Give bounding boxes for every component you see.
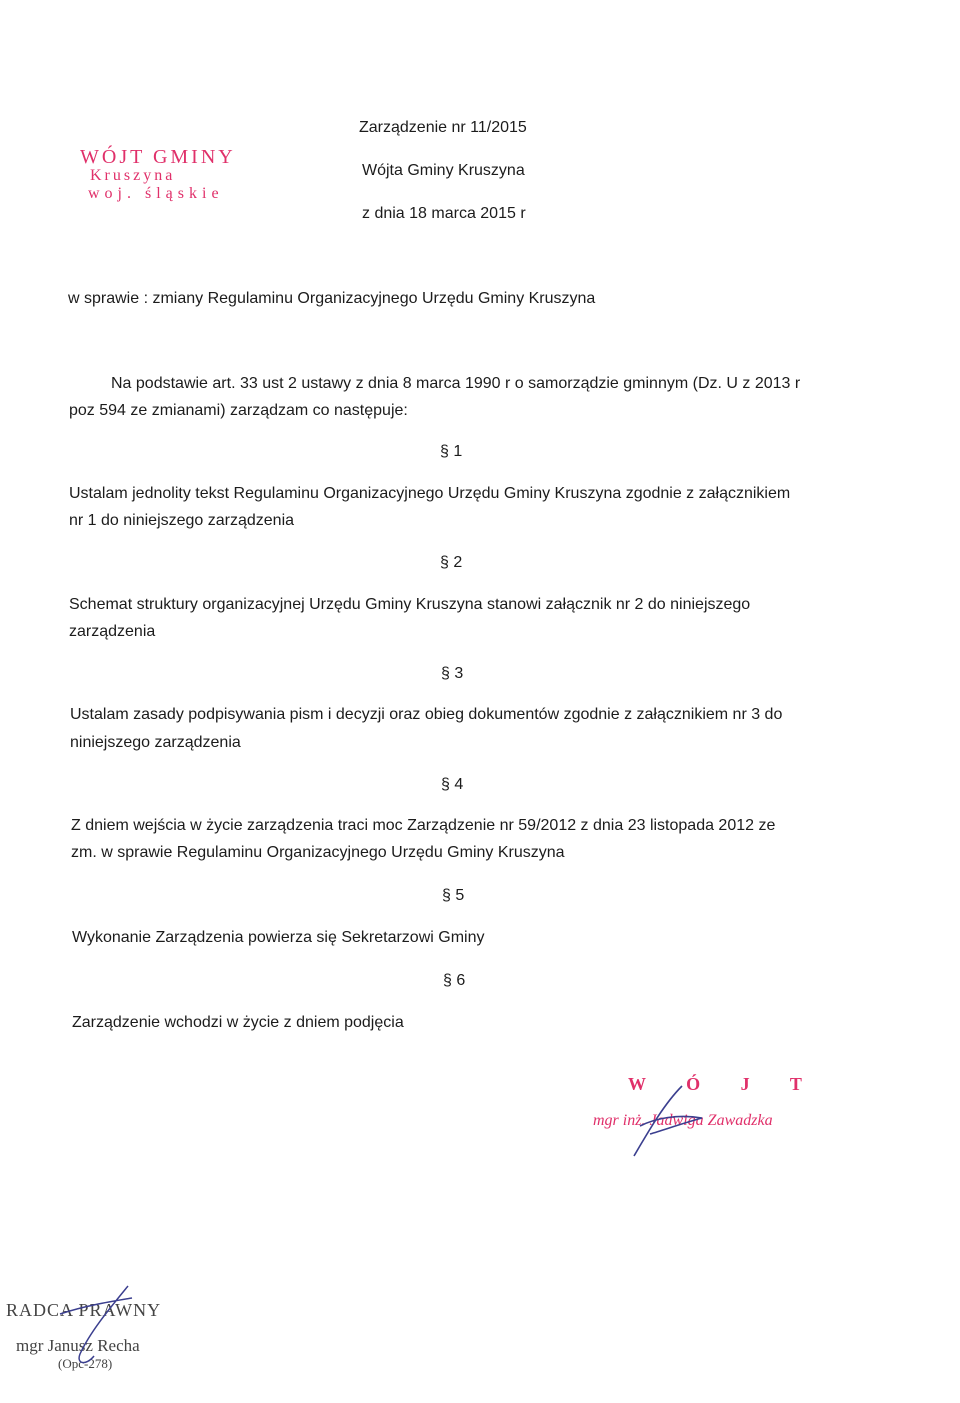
section-mark-5: § 5: [442, 887, 465, 904]
document-issuer: Wójta Gminy Kruszyna: [362, 162, 525, 179]
section-4-line-1: Z dniem wejścia w życie zarządzenia traci moc Zarządzenie nr 59/2012 z dnia 23 listopada 2012 ze: [71, 817, 776, 834]
radca-stamp-line-3: (Opc-278): [58, 1356, 113, 1371]
stamp-line-1: WÓJT GMINY: [80, 146, 236, 168]
radca-stamp-line-1: RADCA PRAWNY: [6, 1300, 162, 1320]
document-date: z dnia 18 marca 2015 r: [362, 205, 526, 222]
section-mark-1: § 1: [440, 443, 463, 460]
section-6-line-1: Zarządzenie wchodzi w życie z dniem podjęcia: [72, 1014, 404, 1031]
section-mark-6: § 6: [443, 972, 466, 989]
section-mark-2: § 2: [440, 554, 463, 571]
section-4-line-2: zm. w sprawie Regulaminu Organizacyjnego Urzędu Gminy Kruszyna: [71, 844, 565, 861]
section-3-line-2: niniejszego zarządzenia: [70, 734, 241, 751]
document-title: Zarządzenie nr 11/2015: [359, 119, 527, 136]
radca-stamp-line-2: mgr Janusz Recha: [16, 1336, 140, 1355]
section-1-line-2: nr 1 do niniejszego zarządzenia: [69, 512, 295, 529]
stamp-line-2: Kruszyna: [90, 167, 176, 184]
document-subject: w sprawie : zmiany Regulaminu Organizacyjnego Urzędu Gminy Kruszyna: [68, 290, 596, 307]
preamble-line-1: Na podstawie art. 33 ust 2 ustawy z dnia 8 marca 1990 r o samorządzie gminnym (Dz. U z 2013 r: [111, 375, 801, 392]
section-3-line-1: Ustalam zasady podpisywania pism i decyzji oraz obieg dokumentów zgodnie z załącznikiem nr 3 do: [70, 706, 783, 723]
section-2-line-1: Schemat struktury organizacyjnej Urzędu Gminy Kruszyna stanowi załącznik nr 2 do niniejszego: [69, 596, 751, 613]
signature-stamp-name: mgr inż. Jadwiga Zawadzka: [593, 1112, 773, 1129]
section-mark-3: § 3: [441, 665, 464, 682]
section-5-line-1: Wykonanie Zarządzenia powierza się Sekretarzowi Gminy: [72, 929, 485, 946]
handwritten-signature-wojt: [620, 1078, 710, 1160]
handwritten-signature-radca: [50, 1280, 140, 1380]
section-mark-4: § 4: [441, 776, 464, 793]
stamp-line-3: woj. śląskie: [88, 185, 224, 202]
signature-stamp-title: W Ó J T: [628, 1074, 820, 1094]
section-1-line-1: Ustalam jednolity tekst Regulaminu Organizacyjnego Urzędu Gminy Kruszyna zgodnie z załącznikiem: [69, 485, 791, 502]
section-2-line-2: zarządzenia: [69, 623, 156, 640]
preamble-line-2: poz 594 ze zmianami) zarządzam co następuje:: [69, 402, 408, 419]
